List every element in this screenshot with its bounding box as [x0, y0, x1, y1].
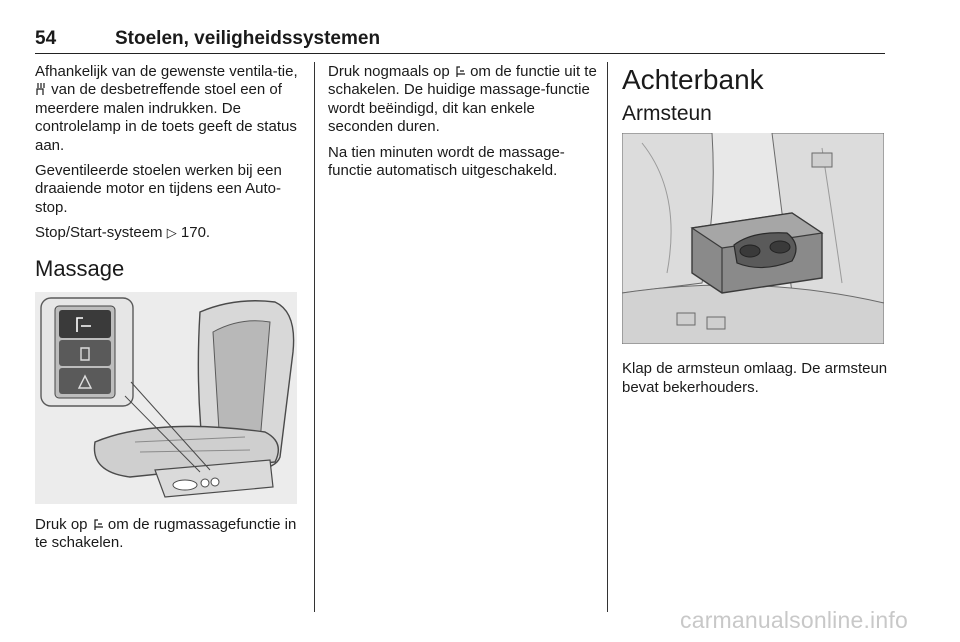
watermark: carmanualsonline.info [680, 607, 908, 633]
paragraph-massage-off: Druk nogmaals op om de functie uit te schakelen. De huidige massage-functie wordt beëindigd, dit kan enkele seconden duren. [328, 63, 597, 136]
paragraph-reference: Stop/Start-systeem ▷ 170. [35, 224, 211, 242]
armrest-illustration [622, 133, 884, 344]
seat-massage-icon [92, 518, 104, 531]
heading-massage: Massage [35, 255, 125, 281]
page-header [35, 26, 885, 54]
column-divider-2 [607, 62, 608, 612]
page-number: 54 [35, 28, 57, 49]
heading-achterbank: Achterbank [622, 64, 764, 95]
paragraph-ventilation: Afhankelijk van de gewenste ventila-tie, van de desbetreffende stoel een of meerdere malen indrukken. De controlelamp in de toets geeft de status aan. [35, 63, 298, 154]
column-divider-1 [314, 62, 315, 612]
seat-massage-illustration [35, 292, 297, 504]
paragraph-massage-on: Druk op om de rugmassagefunctie in te schakelen. [35, 516, 297, 552]
page-reference-icon: ▷ [166, 226, 177, 242]
heading-armsteun: Armsteun [622, 102, 712, 125]
reference-link[interactable]: 170. [180, 224, 211, 242]
column-1 [35, 63, 303, 560]
paragraph-massage-auto-off: Na tien minuten wordt de massage-functie automatisch uitgeschakeld. [328, 143, 565, 180]
seat-ventilation-icon [35, 82, 47, 96]
paragraph-armrest: Klap de armsteun omlaag. De armsteun bevat bekerhouders. [622, 360, 888, 396]
chapter-title: Stoelen, veiligheidssystemen [115, 28, 381, 49]
column-3 [622, 63, 890, 404]
paragraph-autostop: Geventileerde stoelen werken bij een draaiende motor en tijdens een Auto-stop. [35, 162, 282, 216]
column-2 [328, 63, 598, 187]
seat-massage-icon [454, 65, 466, 78]
